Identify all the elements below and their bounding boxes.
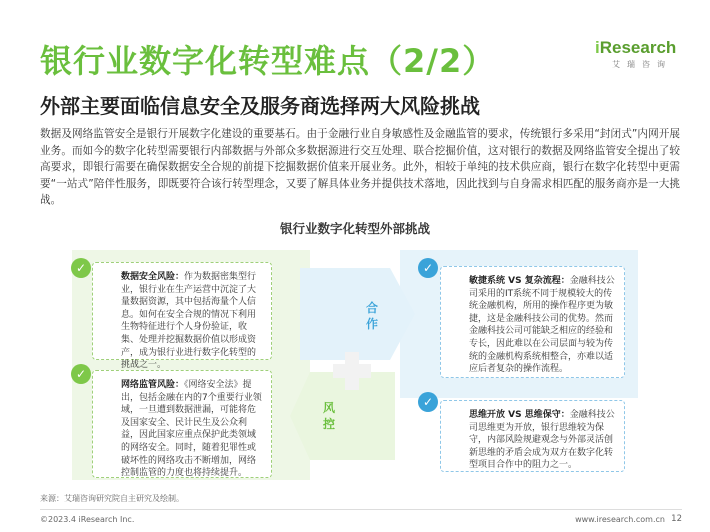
check-icon: ✓	[418, 258, 438, 278]
source-note: 来源：艾瑞咨询研究院自主研究及绘制。	[40, 494, 184, 503]
footer-divider	[40, 509, 682, 510]
risk-arrow-band	[290, 372, 395, 460]
label-coop-char-1: 合	[365, 301, 378, 315]
card-agile-vs-complex-heading: 敏捷系统 VS 复杂流程：	[469, 276, 570, 286]
label-risk-char-1: 风	[322, 401, 335, 415]
card-open-vs-conservative-body: 金融科技公司思维更为开放，银行思维较为保守，内部风险规避观念与外部灵活创新思维的矛盾会成为双方在数字化转型项目合作中的阻力之一。	[469, 410, 615, 471]
page-title: 银行业数字化转型难点（2/2）	[40, 42, 496, 80]
label-risk	[322, 400, 336, 432]
footer-website[interactable]: www.iresearch.com.cn	[575, 515, 665, 524]
card-network-regulation	[92, 370, 272, 478]
figure-title: 银行业数字化转型外部挑战	[279, 221, 430, 236]
check-icon: ✓	[418, 392, 438, 412]
logo-wordmark-rest: Research	[599, 38, 677, 57]
coop-arrow-band	[300, 268, 415, 360]
label-coop-char-2: 作	[365, 317, 378, 331]
label-coop	[365, 300, 379, 332]
card-network-regulation-heading: 网络监管风险：	[121, 380, 185, 390]
card-open-vs-conservative-heading: 思维开放 VS 思维保守：	[469, 410, 570, 420]
card-data-security-heading: 数据安全风险：	[121, 272, 185, 282]
card-data-security-body: 作为数据密集型行业，银行业在生产运营中沉淀了大量数据资源，其中包括海量个人信息。如何在安全合规的情况下利用生物特征进行个人身份验证，收集、处理并挖掘数据价值以形成资产，成为银行业进行数字化转型的挑战之一。	[121, 272, 257, 371]
card-agile-vs-complex-body: 金融科技公司采用的IT系统不同于规模较大的传统金融机构，所用的操作程序更为敏捷，这是金融科技公司的优势。然而金融科技公司可能缺乏相应的经验和专长，因此难以在公司层面与较为传统的金融机构系统相整合，亦难以适应后者复杂的操作流程。	[469, 276, 615, 375]
card-agile-vs-complex	[440, 266, 625, 378]
page-subtitle: 外部主要面临信息安全及服务商选择两大风险挑战	[40, 94, 480, 118]
check-icon: ✓	[71, 364, 91, 384]
logo-tagline: 艾瑞咨询	[612, 60, 672, 69]
card-open-vs-conservative	[440, 400, 625, 472]
label-risk-char-2: 控	[322, 417, 335, 431]
logo-wordmark-i: i	[595, 38, 600, 57]
card-data-security	[92, 262, 272, 371]
intro-paragraph: 数据及网络监管安全是银行开展数字化建设的重要基石。由于金融行业自身敏感性及金融监管的要求，传统银行多采用“封闭式”内网开展业务。而如今的数字化转型需要银行内部数据与外部众多数据源进行交互处理、联合挖掘价值，这对银行的数据及网络监管安全提出了较高要求，即银行需要在确保数据安全合规的前提下挖掘数据价值来开展业务。此外，相较于单纯的技术供应商，银行在数字化转型中更需要“一站式”陪伴性服务，即既要符合该行转型理念，又要了解具体业务并提供技术落地，因此找到与自身需求相匹配的服务商亦是一大挑战。	[40, 128, 680, 206]
check-icon: ✓	[71, 258, 91, 278]
footer-copyright: ©2023.4 iResearch Inc.	[40, 515, 135, 524]
card-network-regulation-body: 《网络安全法》提出，包括金融在内的7个重要行业领域，一旦遭到数据泄漏，可能将危及国家安全、民计民生及公众利益，因此国家应重点保护此类领域的网络安全。同时，随着犯罪性或破坏性的网络攻击不断增加，网络控制监管的力度也将持续提升。	[121, 380, 262, 479]
page-number: 12	[671, 514, 682, 524]
